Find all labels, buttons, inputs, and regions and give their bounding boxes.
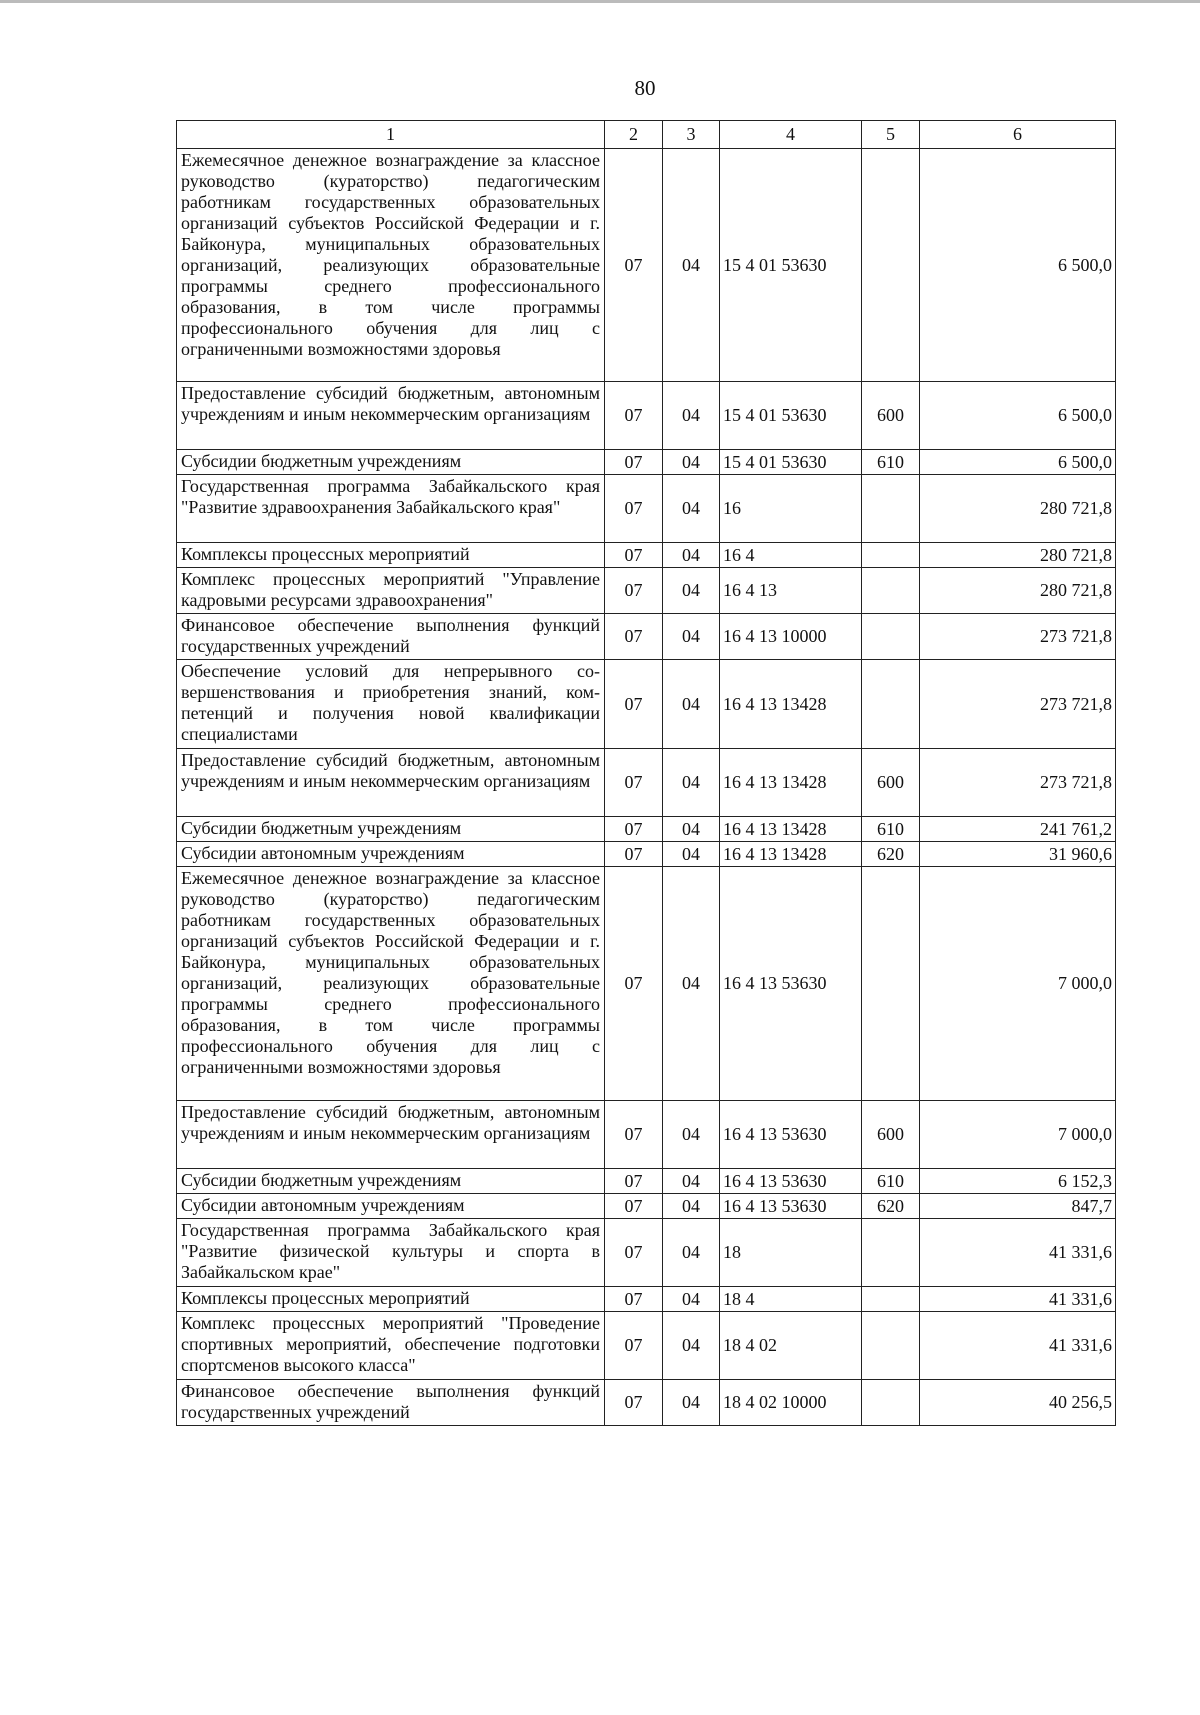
- table-row: [177, 475, 1116, 543]
- section-code-cell: 07: [605, 149, 663, 382]
- expense-type-cell: [862, 867, 920, 1101]
- budget-table: [176, 120, 1116, 1426]
- subsection-code-cell: 04: [663, 1169, 720, 1194]
- item-name-cell: Субсидии бюджетным учреждениям: [177, 1169, 605, 1194]
- target-article-cell: 18: [720, 1219, 862, 1287]
- subsection-code-cell: 04: [663, 543, 720, 568]
- subsection-code-cell: 04: [663, 1312, 720, 1380]
- table-row: [177, 842, 1116, 867]
- amount-cell: 7 000,0: [920, 867, 1116, 1101]
- subsection-code-cell: 04: [663, 842, 720, 867]
- table-row: [177, 450, 1116, 475]
- section-code-cell: 07: [605, 568, 663, 614]
- table-row: [177, 568, 1116, 614]
- expense-type-cell: 600: [862, 1101, 920, 1169]
- table-row: [177, 867, 1116, 1101]
- target-article-cell: 16 4 13 53630: [720, 867, 862, 1101]
- subsection-code-cell: 04: [663, 817, 720, 842]
- target-article-cell: 18 4 02 10000: [720, 1380, 862, 1426]
- amount-cell: 6 500,0: [920, 149, 1116, 382]
- header-cell: 6: [920, 121, 1116, 149]
- item-name-cell: Комплексы процессных мероприятий: [177, 543, 605, 568]
- expense-type-cell: [862, 149, 920, 382]
- expense-type-cell: [862, 1380, 920, 1426]
- target-article-cell: 16 4 13 53630: [720, 1169, 862, 1194]
- expense-type-cell: [862, 543, 920, 568]
- subsection-code-cell: 04: [663, 749, 720, 817]
- target-article-cell: 16 4 13 13428: [720, 749, 862, 817]
- section-code-cell: 07: [605, 1312, 663, 1380]
- header-cell: 1: [177, 121, 605, 149]
- item-name-cell: Предоставление субсидий бюджетным, автономным учреждениям и иным некоммерческим организациям: [177, 1101, 605, 1169]
- target-article-cell: 16 4 13 13428: [720, 660, 862, 749]
- section-code-cell: 07: [605, 660, 663, 749]
- section-code-cell: 07: [605, 1287, 663, 1312]
- table-row: [177, 149, 1116, 382]
- amount-cell: 847,7: [920, 1194, 1116, 1219]
- subsection-code-cell: 04: [663, 1380, 720, 1426]
- section-code-cell: 07: [605, 614, 663, 660]
- target-article-cell: 18 4 02: [720, 1312, 862, 1380]
- target-article-cell: 16 4 13: [720, 568, 862, 614]
- item-name-cell: Субсидии автономным учреждениям: [177, 1194, 605, 1219]
- item-name-cell: Государственная программа Забайкальского края "Развитие физической культуры и спорта в Забайкальском крае": [177, 1219, 605, 1287]
- expense-type-cell: 610: [862, 450, 920, 475]
- section-code-cell: 07: [605, 450, 663, 475]
- amount-cell: 273 721,8: [920, 749, 1116, 817]
- target-article-cell: 15 4 01 53630: [720, 149, 862, 382]
- item-name-cell: Предоставление субсидий бюджетным, автономным учреждениям и иным некоммерческим организациям: [177, 749, 605, 817]
- header-cell: 5: [862, 121, 920, 149]
- subsection-code-cell: 04: [663, 1101, 720, 1169]
- subsection-code-cell: 04: [663, 475, 720, 543]
- amount-cell: 280 721,8: [920, 568, 1116, 614]
- expense-type-cell: [862, 1219, 920, 1287]
- amount-cell: 41 331,6: [920, 1287, 1116, 1312]
- target-article-cell: 16 4 13 13428: [720, 842, 862, 867]
- table-row: [177, 1101, 1116, 1169]
- target-article-cell: 16 4 13 53630: [720, 1101, 862, 1169]
- table-row: [177, 1169, 1116, 1194]
- header-cell: 3: [663, 121, 720, 149]
- amount-cell: 280 721,8: [920, 475, 1116, 543]
- table-row: [177, 1380, 1116, 1426]
- target-article-cell: 16 4: [720, 543, 862, 568]
- subsection-code-cell: 04: [663, 614, 720, 660]
- table-row: [177, 1312, 1116, 1380]
- amount-cell: 6 500,0: [920, 450, 1116, 475]
- amount-cell: 280 721,8: [920, 543, 1116, 568]
- subsection-code-cell: 04: [663, 1194, 720, 1219]
- amount-cell: 31 960,6: [920, 842, 1116, 867]
- subsection-code-cell: 04: [663, 382, 720, 450]
- subsection-code-cell: 04: [663, 568, 720, 614]
- target-article-cell: 18 4: [720, 1287, 862, 1312]
- subsection-code-cell: 04: [663, 660, 720, 749]
- amount-cell: 273 721,8: [920, 660, 1116, 749]
- item-name-cell: Субсидии бюджетным учреждениям: [177, 817, 605, 842]
- target-article-cell: 15 4 01 53630: [720, 450, 862, 475]
- table-row: [177, 1287, 1116, 1312]
- table-row: [177, 817, 1116, 842]
- amount-cell: 6 500,0: [920, 382, 1116, 450]
- scan-edge-line: [0, 0, 1200, 3]
- item-name-cell: Субсидии автономным учреждениям: [177, 842, 605, 867]
- table-row: [177, 749, 1116, 817]
- table-row: [177, 1219, 1116, 1287]
- section-code-cell: 07: [605, 842, 663, 867]
- header-cell: 2: [605, 121, 663, 149]
- table-row: [177, 382, 1116, 450]
- section-code-cell: 07: [605, 867, 663, 1101]
- expense-type-cell: [862, 568, 920, 614]
- expense-type-cell: 600: [862, 382, 920, 450]
- table-row: [177, 614, 1116, 660]
- item-name-cell: Финансовое обеспечение выполнения функций государственных учреждений: [177, 1380, 605, 1426]
- section-code-cell: 07: [605, 475, 663, 543]
- expense-type-cell: [862, 1287, 920, 1312]
- section-code-cell: 07: [605, 1169, 663, 1194]
- target-article-cell: 15 4 01 53630: [720, 382, 862, 450]
- amount-cell: 40 256,5: [920, 1380, 1116, 1426]
- page-number: 80: [634, 76, 656, 100]
- table-row: [177, 543, 1116, 568]
- amount-cell: 273 721,8: [920, 614, 1116, 660]
- subsection-code-cell: 04: [663, 867, 720, 1101]
- amount-cell: 7 000,0: [920, 1101, 1116, 1169]
- target-article-cell: 16 4 13 10000: [720, 614, 862, 660]
- section-code-cell: 07: [605, 1194, 663, 1219]
- section-code-cell: 07: [605, 749, 663, 817]
- target-article-cell: 16 4 13 13428: [720, 817, 862, 842]
- table-row: [177, 660, 1116, 749]
- item-name-cell: Комплекс процессных мероприятий "Управление кадровыми ресурсами здравоохранения": [177, 568, 605, 614]
- item-name-cell: Ежемесячное денежное вознаграждение за классное руководство (кураторство) педагогическим работникам государственных образовательных организаций субъектов Российской Федерации и г. Байконура, муниципальных образовательных организаций, реализующих образовательные программы среднего профессионального образования, в том числе программы профессионального обучения для лиц с ограниченными возможностями здоровья: [177, 867, 605, 1101]
- section-code-cell: 07: [605, 543, 663, 568]
- header-cell: 4: [720, 121, 862, 149]
- item-name-cell: Предоставление субсидий бюджетным, автономным учреждениям и иным некоммерческим организациям: [177, 382, 605, 450]
- amount-cell: 41 331,6: [920, 1219, 1116, 1287]
- expense-type-cell: [862, 1312, 920, 1380]
- subsection-code-cell: 04: [663, 1287, 720, 1312]
- expense-type-cell: 610: [862, 817, 920, 842]
- subsection-code-cell: 04: [663, 149, 720, 382]
- item-name-cell: Обеспечение условий для непрерывного совершенствования и приобретения знаний, компетенций и получения новой квалификации специалистами: [177, 660, 605, 749]
- item-name-cell: Комплекс процессных мероприятий "Проведение спортивных мероприятий, обеспечение подготовки спортсменов высокого класса": [177, 1312, 605, 1380]
- section-code-cell: 07: [605, 1219, 663, 1287]
- section-code-cell: 07: [605, 1101, 663, 1169]
- amount-cell: 41 331,6: [920, 1312, 1116, 1380]
- expense-type-cell: [862, 475, 920, 543]
- target-article-cell: 16 4 13 53630: [720, 1194, 862, 1219]
- header-row: [177, 121, 1116, 149]
- section-code-cell: 07: [605, 1380, 663, 1426]
- expense-type-cell: 620: [862, 842, 920, 867]
- subsection-code-cell: 04: [663, 450, 720, 475]
- target-article-cell: 16: [720, 475, 862, 543]
- item-name-cell: Финансовое обеспечение выполнения функций государственных учреждений: [177, 614, 605, 660]
- item-name-cell: Ежемесячное денежное вознаграждение за классное руководство (кураторство) педагогическим работникам государственных образовательных организаций субъектов Российской Федерации и г. Байконура, муниципальных образовательных организаций, реализующих образовательные программы среднего профессионального образования, в том числе программы профессионального обучения для лиц с ограниченными возможностями здоровья: [177, 149, 605, 382]
- item-name-cell: Комплексы процессных мероприятий: [177, 1287, 605, 1312]
- section-code-cell: 07: [605, 382, 663, 450]
- item-name-cell: Государственная программа Забайкальского края "Развитие здравоохранения Забайкальского края": [177, 475, 605, 543]
- table-row: [177, 1194, 1116, 1219]
- expense-type-cell: [862, 660, 920, 749]
- subsection-code-cell: 04: [663, 1219, 720, 1287]
- section-code-cell: 07: [605, 817, 663, 842]
- amount-cell: 6 152,3: [920, 1169, 1116, 1194]
- expense-type-cell: 600: [862, 749, 920, 817]
- expense-type-cell: [862, 614, 920, 660]
- amount-cell: 241 761,2: [920, 817, 1116, 842]
- expense-type-cell: 610: [862, 1169, 920, 1194]
- expense-type-cell: 620: [862, 1194, 920, 1219]
- item-name-cell: Субсидии бюджетным учреждениям: [177, 450, 605, 475]
